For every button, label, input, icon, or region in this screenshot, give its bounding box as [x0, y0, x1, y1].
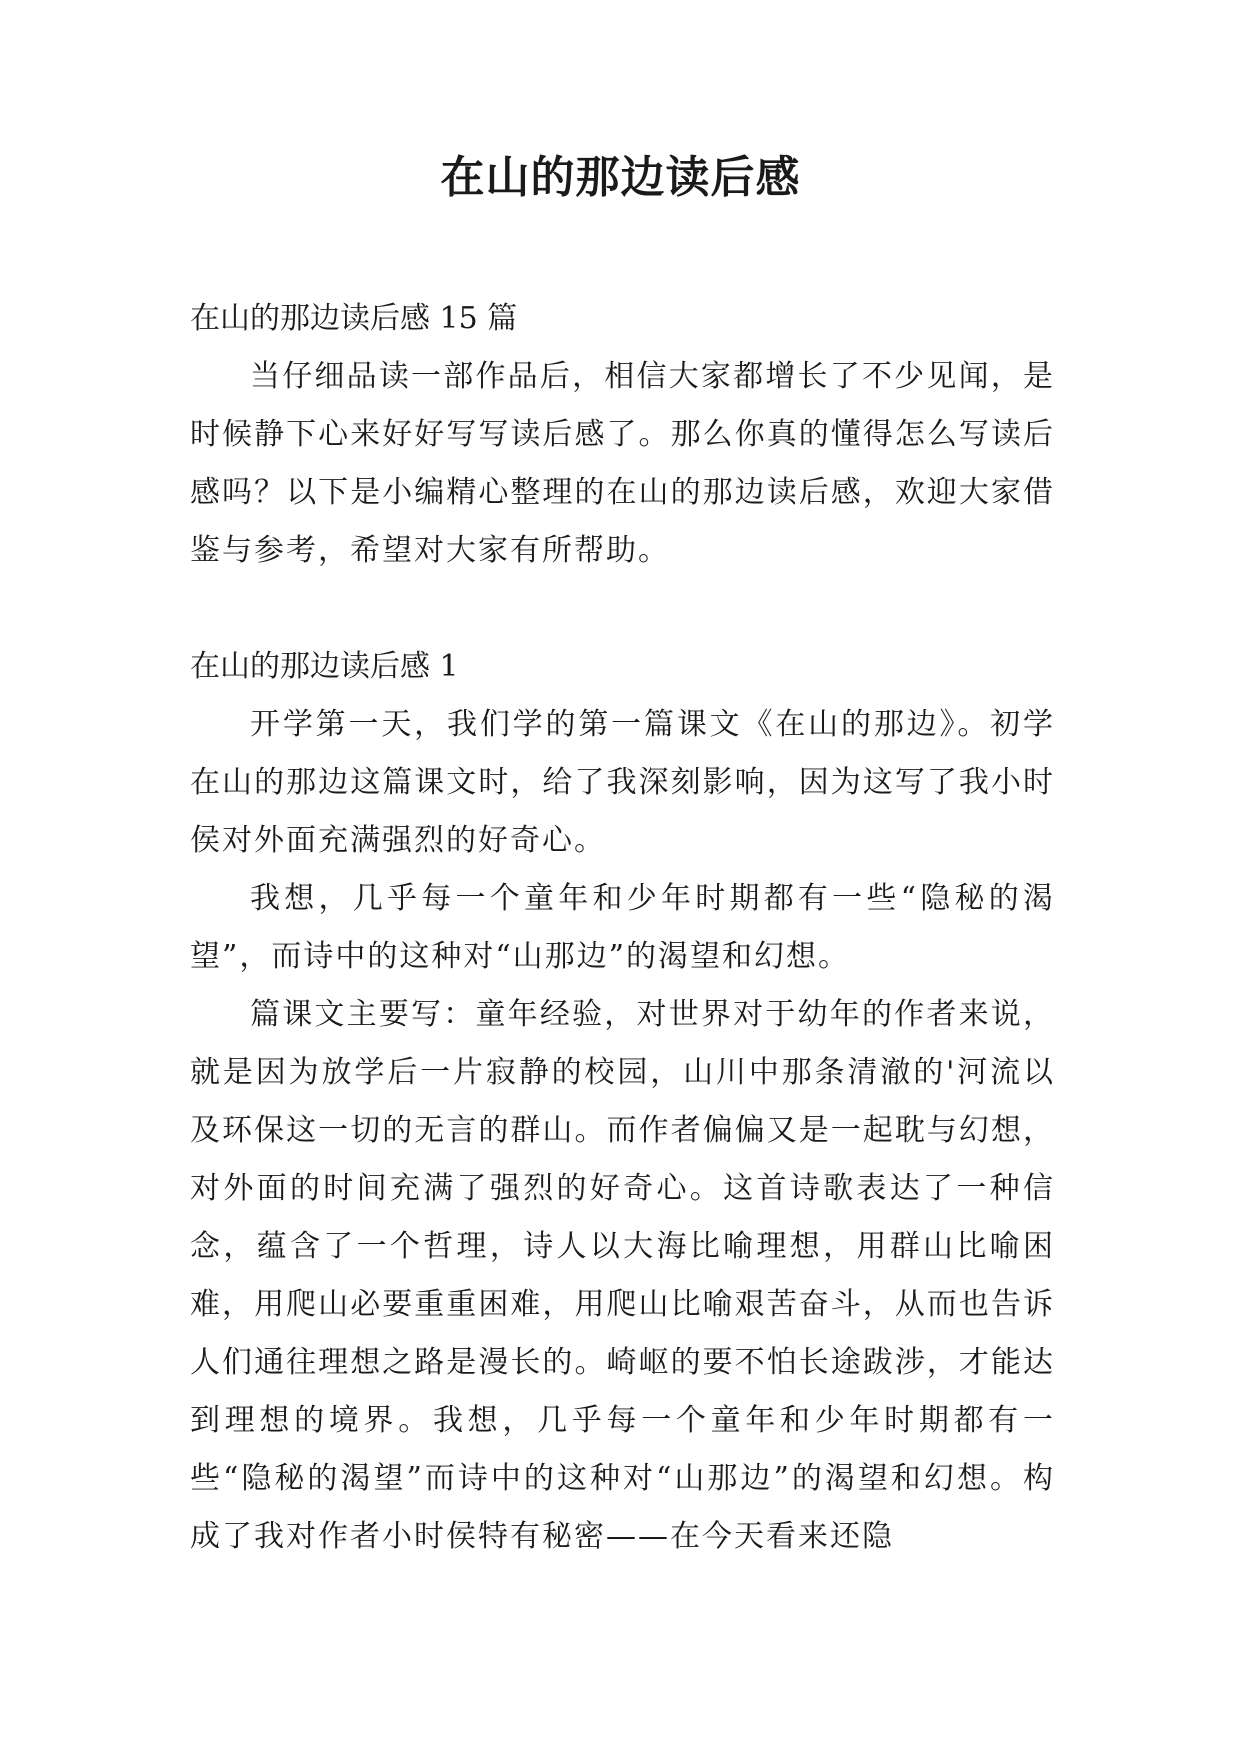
intro-paragraph: 当仔细品读一部作品后，相信大家都增长了不少见闻，是时候静下心来好好写写读后感了。那么你真的懂得怎么写读后感吗？以下是小编精心整理的在山的那边读后感，欢迎大家借鉴与参考，希望对大家有所帮助。	[190, 359, 1055, 568]
section-1-paragraph: 开学第一天，我们学的第一篇课文《在山的那边》。初学在山的那边这篇课文时，给了我深刻影响，因为这写了我小时侯对外面充满强烈的好奇心。	[190, 707, 1055, 858]
section-1-heading: 在山的那边读后感 1	[190, 649, 459, 684]
section-1-paragraph: 篇课文主要写：童年经验，对世界对于幼年的作者来说，就是因为放学后一片寂静的校园，山川中那条清澈的'河流以及环保这一切的无言的群山。而作者偏偏又是一起耽与幻想，对外面的时间充满了强烈的好奇心。这首诗歌表达了一种信念，蕴含了一个哲理，诗人以大海比喻理想，用群山比喻困难，用爬山必要重重困难，用爬山比喻艰苦奋斗，从而也告诉人们通往理想之路是漫长的。崎岖的要不怕长途跋涉，才能达到理想的境界。我想，几乎每一个童年和少年时期都有一些“隐秘的渴望”而诗中的这种对“山那边”的渴望和幻想。构成了我对作者小时侯特有秘密——在今天看来还隐	[190, 997, 1055, 1554]
section-spacer	[190, 580, 1055, 638]
intro-heading: 在山的那边读后感 15 篇	[190, 301, 518, 336]
document-body	[190, 290, 1055, 1566]
section-1-paragraph: 我想，几乎每一个童年和少年时期都有一些“隐秘的渴望”，而诗中的这种对“山那边”的渴望和幻想。	[190, 881, 1055, 974]
document-title: 在山的那边读后感	[440, 152, 801, 203]
